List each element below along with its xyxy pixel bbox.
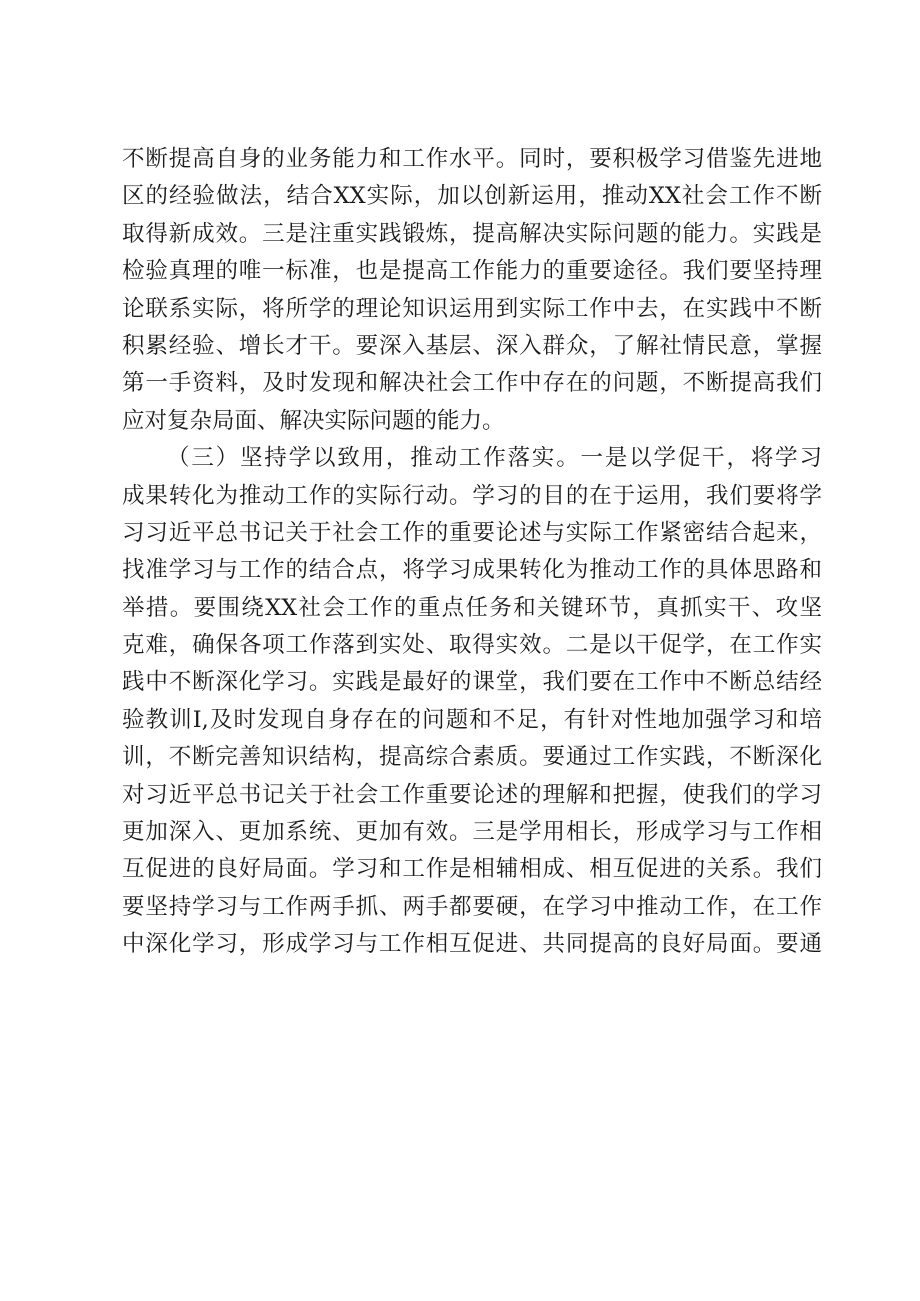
text-line: 更加深入、更加系统、更加有效。三是学用相长，形成学习与工作相 [122, 819, 822, 846]
text-line: 举措。要围绕XX社会工作的重点任务和关键环节，真抓实干、攻坚 [122, 594, 822, 621]
text-line: 成果转化为推动工作的实际行动。学习的目的在于运用，我们要将学 [122, 482, 822, 509]
text-line: 论联系实际，将所学的理论知识运用到实际工作中去，在实践中不断 [122, 295, 822, 322]
text-line: 对习近平总书记关于社会工作重要论述的理解和把握，使我们的学习 [122, 781, 822, 808]
text-line: 中深化学习，形成学习与工作相互促进、共同提高的良好局面。要通 [122, 931, 822, 958]
text-line: 要坚持学习与工作两手抓、两手都要硬，在学习中推动工作，在工作 [122, 893, 822, 920]
text-line: 克难，确保各项工作落到实处、取得实效。二是以干促学，在工作实 [122, 632, 822, 659]
text-line: 训，不断完善知识结构，提高综合素质。要通过工作实践，不断深化 [122, 744, 822, 771]
section-heading-line: （三）坚持学以致用，推动工作落实。一是以学促干，将学习 [167, 445, 822, 472]
body-text [122, 141, 822, 964]
text-line: 区的经验做法，结合XX实际，加以创新运用，推动XX社会工作不断 [122, 183, 822, 210]
text-line: 习习近平总书记关于社会工作的重要论述与实际工作紧密结合起来， [122, 519, 822, 546]
text-line: 积累经验、增长才干。要深入基层、深入群众，了解社情民意，掌握 [122, 332, 822, 359]
text-line: 应对复杂局面、解决实际问题的能力。 [122, 407, 505, 434]
text-line: 践中不断深化学习。实践是最好的课堂，我们要在工作中不断总结经 [122, 669, 822, 696]
text-line: 第一手资料，及时发现和解决社会工作中存在的问题，不断提高我们 [122, 370, 822, 397]
text-line: 取得新成效。三是注重实践锻炼，提高解决实际问题的能力。实践是 [122, 220, 822, 247]
text-line: 找准学习与工作的结合点，将学习成果转化为推动工作的具体思路和 [122, 557, 822, 584]
text-line: 互促进的良好局面。学习和工作是相辅相成、相互促进的关系。我们 [122, 856, 822, 883]
text-line: 验教训I,及时发现自身存在的问题和不足，有针对性地加强学习和培 [122, 706, 822, 733]
text-line: 不断提高自身的业务能力和工作水平。同时，要积极学习借鉴先进地 [122, 146, 822, 172]
text-line: 检验真理的唯一标准，也是提高工作能力的重要途径。我们要坚持理 [122, 258, 822, 285]
